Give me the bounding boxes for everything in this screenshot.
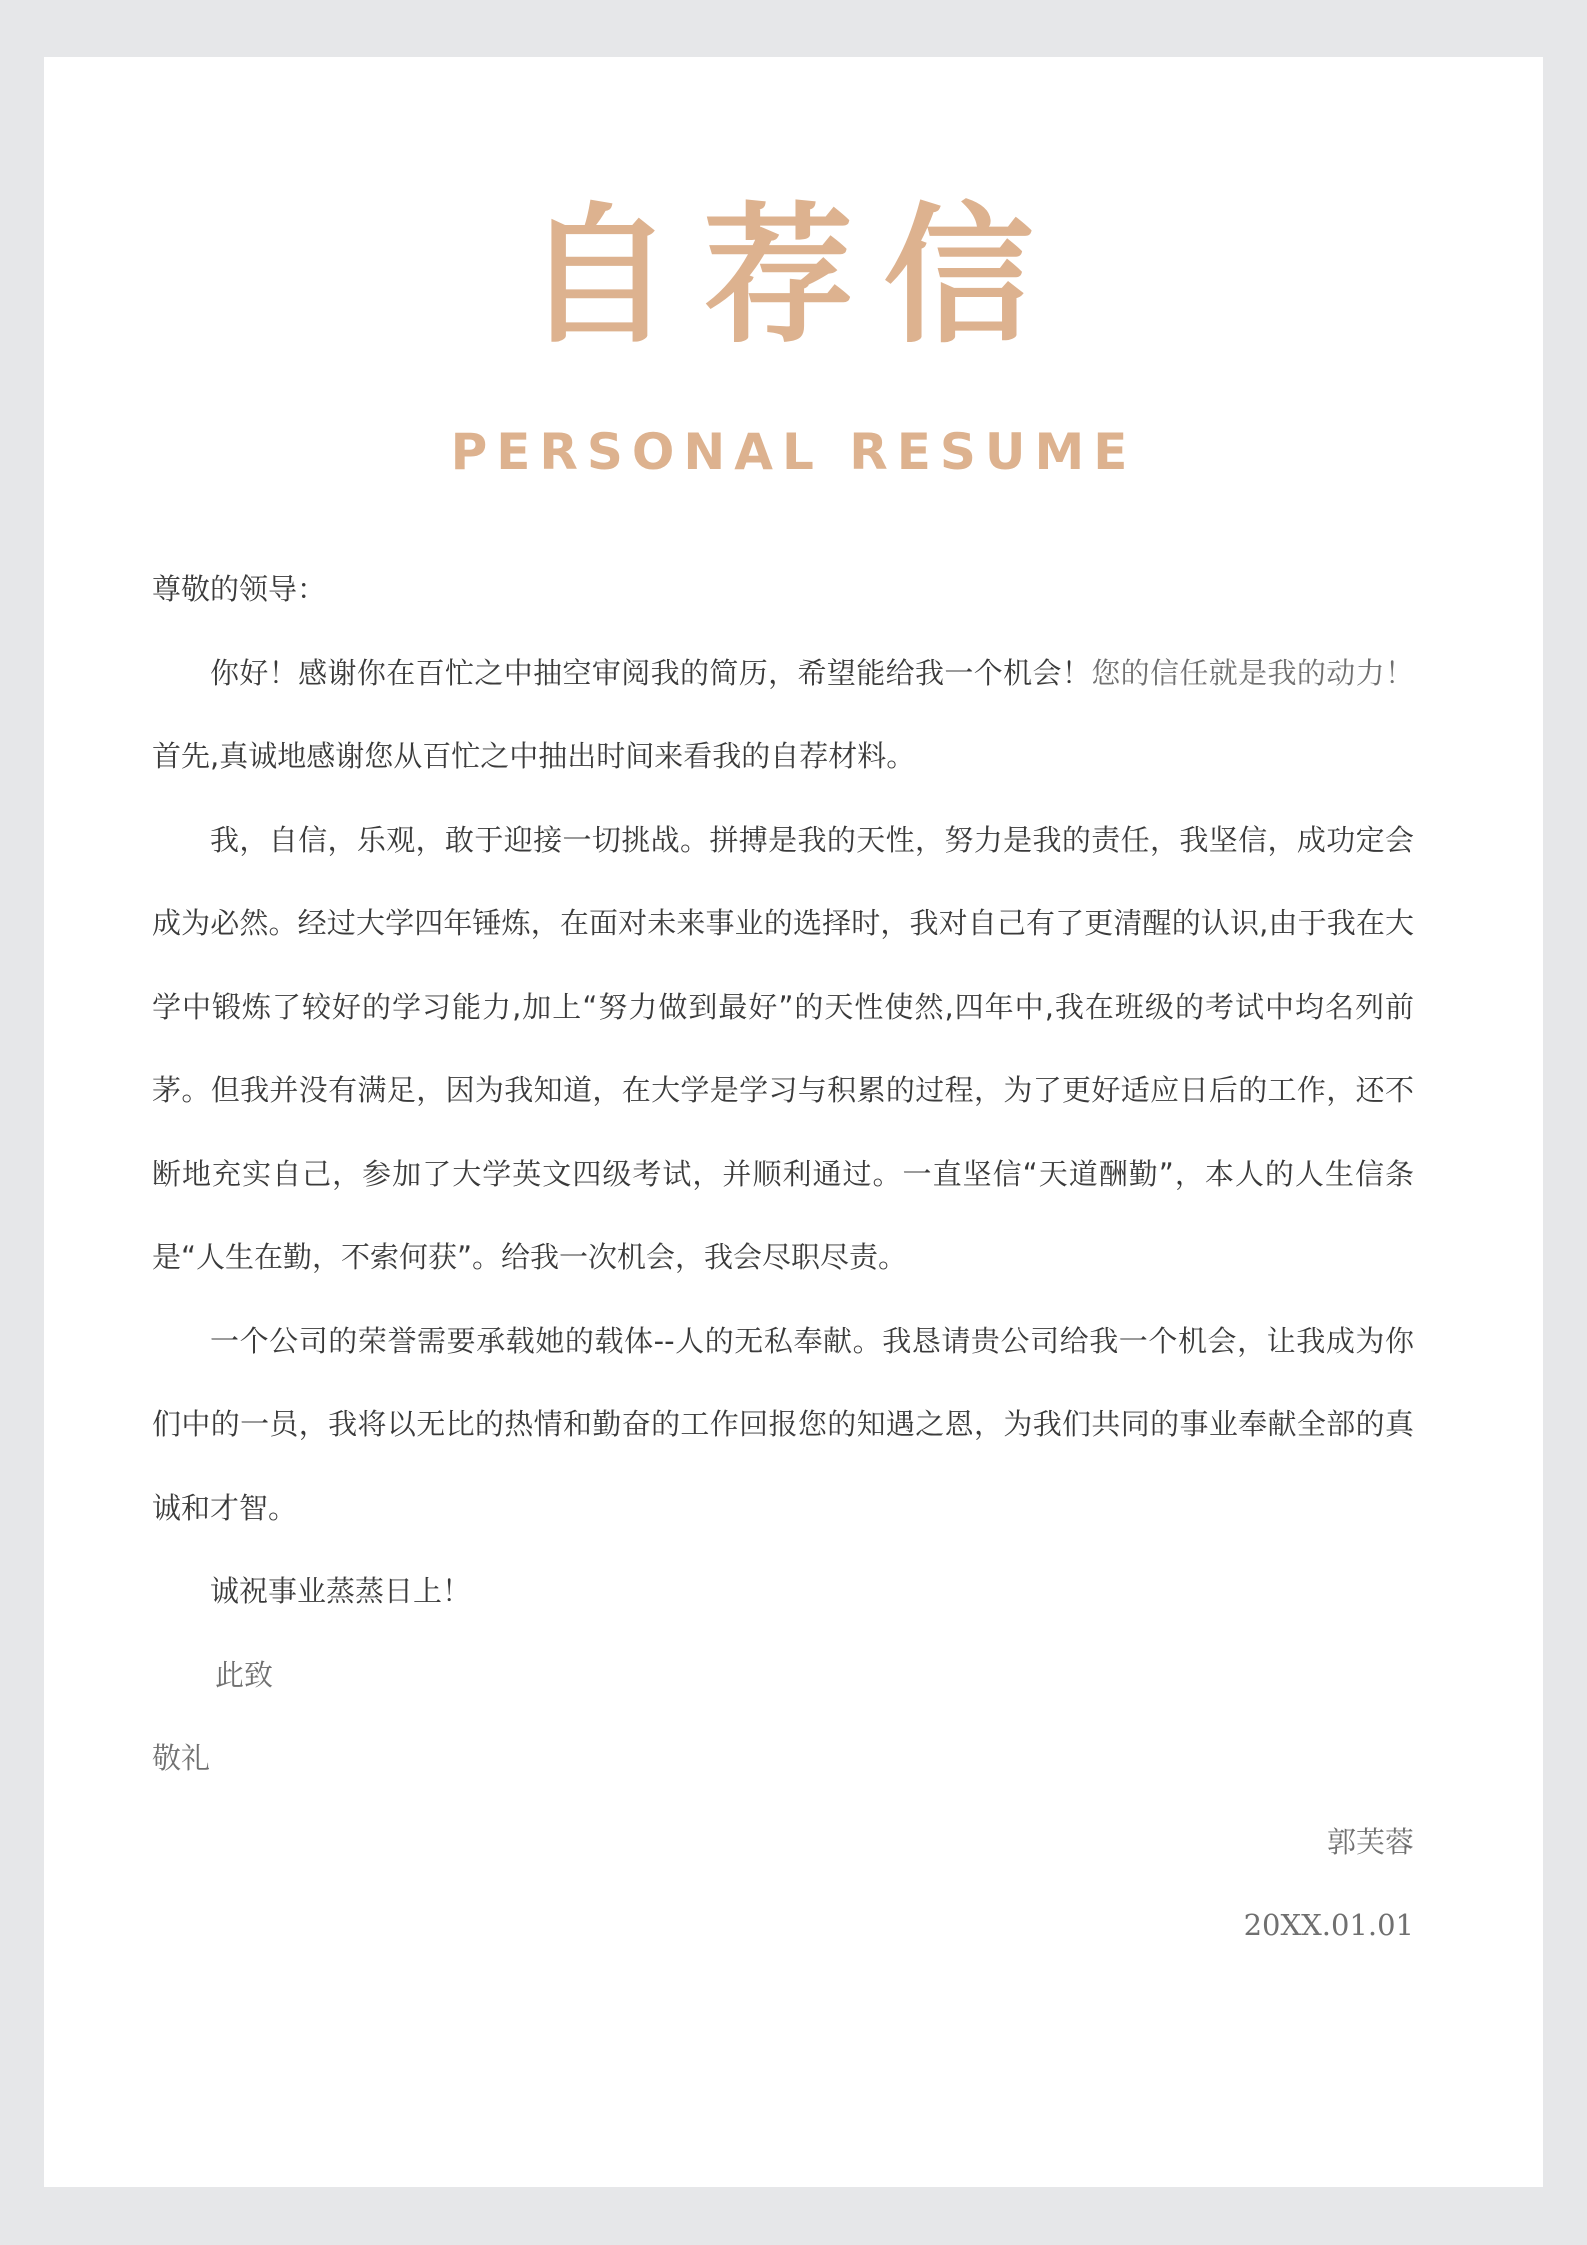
page-subtitle: PERSONAL RESUME — [450, 423, 1137, 481]
page-title: 自荐信 — [523, 190, 1064, 364]
letter-body — [152, 548, 1414, 1968]
salutation: 尊敬的领导： — [152, 572, 327, 606]
intro-text-3: 首先,真诚地感谢您从百忙之中抽出时间来看我的自荐材料。 — [152, 739, 916, 773]
closing-line-1: 此致 — [215, 1657, 274, 1692]
intro-text-2: 您的信任就是我的动力！ — [1091, 655, 1414, 690]
paragraph-intro — [152, 632, 1414, 799]
letter-date: 20XX.01.01 — [1243, 1908, 1414, 1942]
intro-text-1: 你好！感谢你在百忙之中抽空审阅我的简历，希望能给我一个机会！ — [210, 655, 1092, 690]
paragraph-self-introduction: 我，自信，乐观，敢于迎接一切挑战。拼搏是我的天性，努力是我的责任，我坚信，成功定会成为必然。经过大学四年锤炼，在面对未来事业的选择时，我对自己有了更清醒的认识,由于我在大学中锻炼了较好的学习能力,加上“努力做到最好”的天性使然,四年中,我在班级的考试中均名列前茅。但我并没有满足，因为我知道，在大学是学习与积累的过程，为了更好适应日后的工作，还不断地充实自己，参加了大学英文四级考试，并顺利通过。一直坚信“天道酬勤”，本人的人生信条是“人生在勤，不索何获”。给我一次机会，我会尽职尽责。 — [152, 822, 1414, 1274]
signature: 郭芙蓉 — [1326, 1824, 1414, 1859]
letter-page — [44, 57, 1543, 2187]
closing-line-2: 敬礼 — [152, 1741, 211, 1775]
wish-line: 诚祝事业蒸蒸日上！ — [210, 1574, 472, 1608]
paragraph-request: 一个公司的荣誉需要承载她的载体--人的无私奉献。我恳请贵公司给我一个机会，让我成为你们中的一员，我将以无比的热情和勤奋的工作回报您的知遇之恩，为我们共同的事业奉献全部的真诚和才智。 — [152, 1323, 1414, 1525]
